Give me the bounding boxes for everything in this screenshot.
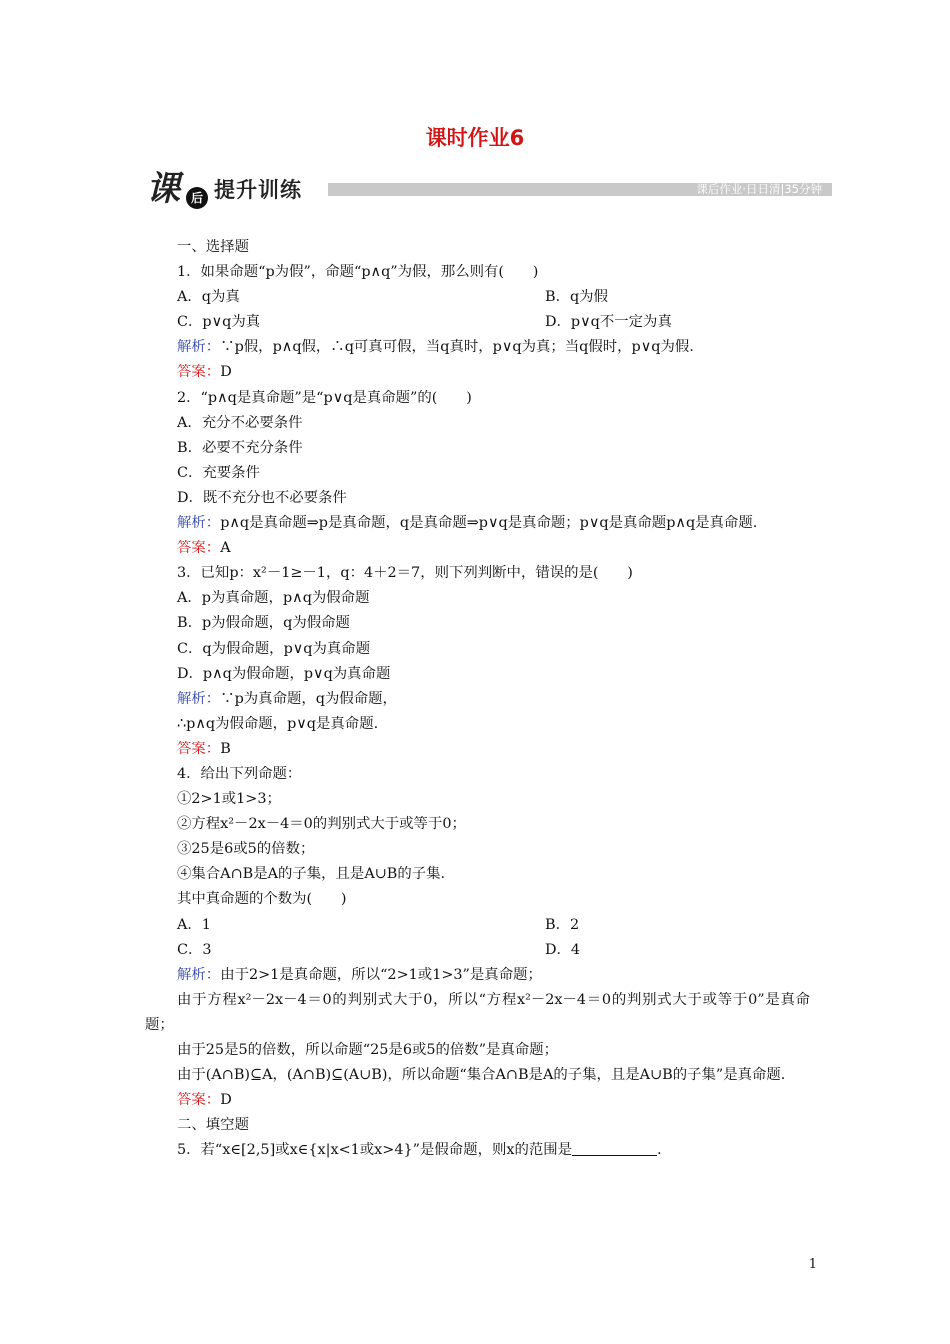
options-row [145,310,810,335]
analysis [145,687,810,712]
option: A．p为真命题，p∧q为假命题 [177,590,370,607]
option: D．p∧q为假命题，p∨q为真命题 [177,665,391,682]
answer-blank[interactable] [572,1141,657,1156]
option: B．p为假命题，q为假命题 [177,615,350,632]
analysis-label: 解析： [177,515,221,532]
question-1: 1．如果命题“p为假”，命题“p∧q”为假，那么则有( ) [177,264,539,281]
analysis-label: 解析： [177,690,221,707]
banner-bar [328,183,832,196]
answer-value: D [220,1092,232,1109]
proposition: ①2>1或1>3； [177,791,281,808]
page-number: 1 [808,1257,817,1272]
question-3: 3．已知p：x²－1≥－1，q：4＋2＝7，则下列判断中，错误的是( ) [177,565,633,582]
answer-label: 答案： [177,364,221,381]
option: B．q为假 [545,289,608,306]
answer-value: B [220,740,231,757]
banner-tag: 课后作业·日日清|35分钟 [696,182,822,196]
section-heading: 二、填空题 [177,1117,249,1134]
banner-logo-badge: 后 [186,187,208,209]
banner-logo-main: 课 [146,169,180,209]
question-end: . [657,1142,662,1159]
analysis-label: 解析： [177,339,221,356]
answer [145,360,810,385]
options-row [145,938,810,963]
option: A．1 [177,916,211,933]
section-banner [146,168,832,212]
page-title: 课时作业6 [425,126,525,150]
option: B．2 [545,916,580,933]
question-text: 5．若“x∈[2,5]或x∈{x|x<1或x>4}”是假命题，则x的范围是 [177,1142,573,1159]
answer-value: D [220,364,232,381]
option: C．p∨q为真 [177,314,261,331]
option: D．4 [545,941,581,958]
analysis [145,335,810,360]
analysis-text: p∧q是真命题⇒p是真命题，q是真命题⇒p∨q是真命题；p∨q是真命题p∧q是真命题. [220,515,758,532]
option: B．必要不充分条件 [177,439,303,456]
question-2: 2．“p∧q是真命题”是“p∨q是真命题”的( ) [177,389,472,406]
section-heading: 一、选择题 [177,239,249,255]
answer-label: 答案： [177,740,221,757]
answer-value: A [220,540,231,557]
option: D．p∨q不一定为真 [545,314,672,331]
analysis-continued: 由于方程x²－2x－4＝0的判别式大于0，所以“方程x²－2x－4＝0的判别式大于或等于0”是真命题； [145,991,810,1033]
option: C．q为假命题，p∨q为真命题 [177,640,371,657]
proposition: ②方程x²－2x－4＝0的判别式大于或等于0； [177,816,466,833]
proposition: ④集合A∩B是A的子集，且是A∪B的子集. [177,866,446,883]
banner-title: 提升训练 [214,178,302,202]
banner-logo [146,170,212,210]
analysis-label: 解析： [177,966,221,983]
option: C．充要条件 [177,464,260,481]
analysis-text: ∵p为真命题，q为假命题， [220,690,397,707]
analysis [145,511,810,536]
analysis-text: ∵p假，p∧q假，∴q可真可假，当q真时，p∨q为真；当q假时，p∨q为假. [220,339,694,356]
question-5 [145,1138,810,1163]
answer [145,737,810,762]
option: D．既不充分也不必要条件 [177,489,347,506]
worksheet-content [145,235,810,1163]
option: A．q为真 [177,289,240,306]
options-row [145,913,810,938]
analysis-continued: 由于25是5的倍数，所以命题“25是6或5的倍数”是真命题； [177,1042,559,1058]
question-4: 4．给出下列命题： [177,765,302,782]
option: C．3 [177,941,212,958]
analysis [145,963,810,988]
answer-label: 答案： [177,1092,221,1109]
answer-label: 答案： [177,540,221,557]
option: A．充分不必要条件 [177,414,303,431]
analysis-text: 由于2>1是真命题，所以“2>1或1>3”是真命题； [220,966,542,983]
question-prompt: 其中真命题的个数为( ) [177,891,347,908]
analysis-continued: ∴p∧q为假命题，p∨q是真命题. [177,715,379,732]
answer [145,536,810,561]
proposition: ③25是6或5的倍数； [177,841,315,858]
options-row [145,285,810,310]
answer [145,1088,810,1113]
analysis-continued: 由于(A∩B)⊆A，(A∩B)⊆(A∪B)，所以命题“集合A∩B是A的子集，且是A∪B的子集”是真命题. [177,1067,786,1084]
